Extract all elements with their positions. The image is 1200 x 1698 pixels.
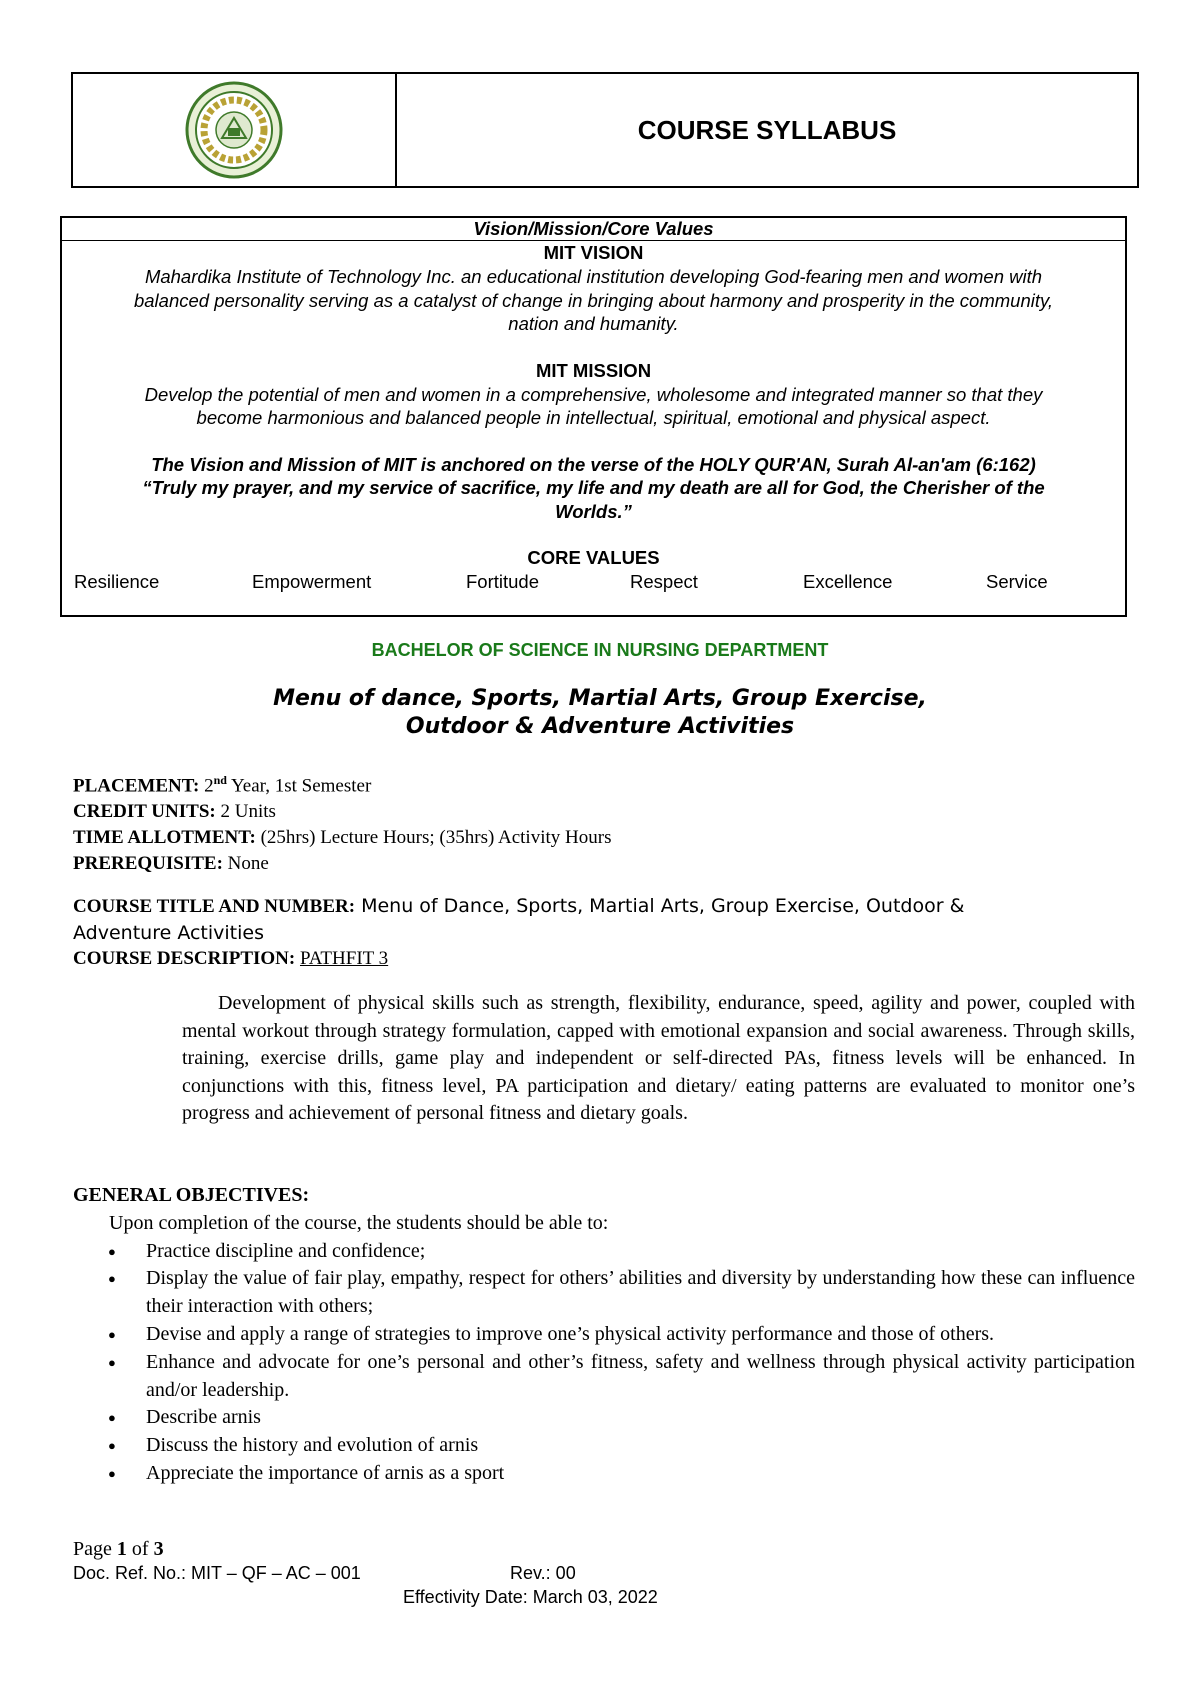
course-info (73, 767, 611, 877)
verse-line: Worlds.” (555, 500, 632, 522)
general-objectives (73, 1182, 1135, 1488)
core-value: Service (986, 571, 1048, 592)
objective-item: ● Describe arnis (73, 1404, 1135, 1432)
course-description-row: COURSE DESCRIPTION: PATHFIT 3 (73, 948, 389, 969)
core-value: Respect (630, 571, 698, 592)
objectives-list (73, 1238, 1135, 1488)
placement-row: PLACEMENT: 2nd Year, 1st Semester (73, 773, 372, 797)
mission-line: become harmonious and balanced people in intellectual, spiritual, emotional and physical aspect. (196, 407, 991, 428)
objective-item: ● Devise and apply a range of strategies to improve one’s physical activity performance and those of others. (73, 1321, 1135, 1349)
objective-item: ● Display the value of fair play, empathy, respect for others’ abilities and diversity by understanding how these can influence their interaction with others; (73, 1265, 1135, 1321)
objective-item: ● Discuss the history and evolution of arnis (73, 1432, 1135, 1460)
vision-line: Mahardika Institute of Technology Inc. an educational institution developing God-fearing men and women with (144, 266, 1043, 287)
document-title: COURSE SYLLABUS (637, 114, 897, 145)
course-title-row: COURSE TITLE AND NUMBER: Menu of Dance, Sports, Martial Arts, Group Exercise, Outdoor & (73, 895, 965, 917)
core-value: Empowerment (252, 571, 372, 592)
time-allotment-row: TIME ALLOTMENT: (25hrs) Lecture Hours; (35hrs) Activity Hours (73, 827, 612, 849)
revision: Rev.: 00 (510, 1563, 576, 1583)
page-footer (73, 1538, 973, 1608)
course-title-block (73, 893, 1143, 972)
core-value: Fortitude (466, 571, 540, 592)
objective-item: ● Appreciate the importance of arnis as a sport (73, 1460, 1135, 1488)
objectives-title: GENERAL OBJECTIVES: (73, 1184, 310, 1206)
mission-text (62, 383, 1125, 430)
objective-item: ● Enhance and advocate for one’s personal and other’s fitness, safety and wellness through physical activity participation and/or leadership. (73, 1349, 1135, 1405)
objective-item: ● Practice discipline and confidence; (73, 1238, 1135, 1266)
department-heading: BACHELOR OF SCIENCE IN NURSING DEPARTMENT (371, 640, 829, 660)
course-heading-line: Menu of dance, Sports, Martial Arts, Group Exercise, (273, 686, 927, 711)
course-description-paragraph: Development of physical skills such as strength, flexibility, endurance, speed, agility and power, coupled with mental workout through strategy formulation, capped with emotional expansion and social awareness. Through skills, training, exercise drills, game play and independent or self-directed PAs, fitness levels will be enhanced. In conjunctions with this, fitness level, PA participation and dietary/ eating patterns are evaluated to monitor one’s progress and achievement of personal fitness and dietary goals. (182, 992, 1135, 1124)
effectivity-date: Effectivity Date: March 03, 2022 (403, 1587, 658, 1607)
course-heading (0, 685, 1200, 741)
core-value: Resilience (74, 571, 160, 592)
course-title-continued: Adventure Activities (73, 922, 264, 944)
verse-line: “Truly my prayer, and my service of sacrifice, my life and my death are all for God, the Cherisher of the (142, 477, 1045, 498)
mission-line: Develop the potential of men and women in a comprehensive, wholesome and integrated manner so that they (144, 383, 1043, 405)
vision-title: MIT VISION (543, 242, 644, 263)
course-heading-line: Outdoor & Adventure Activities (405, 714, 795, 739)
doc-ref: Doc. Ref. No.: MIT – QF – AC – 001 (73, 1563, 361, 1583)
objectives-intro: Upon completion of the course, the students should be able to: (109, 1211, 609, 1234)
core-value: Excellence (803, 571, 893, 592)
vision-line: balanced personality serving as a catalyst of change in bringing about harmony and prosperity in the community, (133, 289, 1053, 311)
page-number: Page 1 of 3 (73, 1538, 164, 1560)
quran-verse (62, 453, 1125, 524)
mission-title: MIT MISSION (535, 359, 652, 381)
prerequisite-row: PREREQUISITE: None (73, 853, 269, 875)
institution-seal-icon (184, 80, 284, 180)
verse-line: The Vision and Mission of MIT is anchored on the verse of the HOLY QUR'AN, Surah Al-an'am (6:162) (151, 453, 1036, 475)
core-values-row (62, 570, 1125, 594)
logo-cell (73, 74, 397, 186)
vision-text (62, 265, 1125, 336)
credit-units-row: CREDIT UNITS: 2 Units (73, 801, 276, 823)
vision-mission-box (60, 216, 1127, 617)
vmc-heading: Vision/Mission/Core Values (62, 218, 1125, 241)
header-table (71, 72, 1139, 188)
vision-line: nation and humanity. (508, 313, 679, 334)
doc-ref-row (73, 1563, 973, 1587)
core-values-title: CORE VALUES (527, 547, 660, 568)
